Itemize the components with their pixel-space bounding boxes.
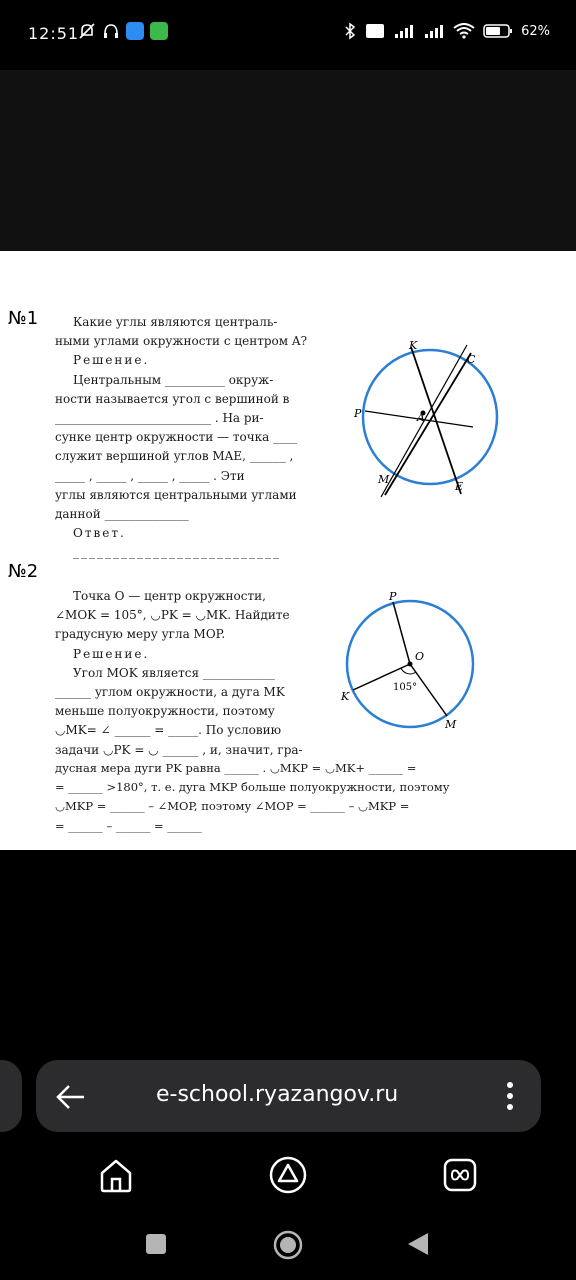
clock: 12:51: [28, 24, 80, 43]
text-line: ______ углом окружности, а дуга MK: [55, 685, 285, 700]
home-icon[interactable]: [96, 1155, 136, 1195]
tabs-icon[interactable]: [440, 1155, 480, 1195]
text-line: Решение.: [73, 353, 150, 368]
text-line: задачи ◡PK = ◡ ______ , и, значит, гра-: [55, 742, 303, 757]
app-badge-green: [150, 22, 168, 40]
back-arrow-icon[interactable]: [54, 1080, 88, 1114]
battery-icon: [483, 23, 513, 39]
figure-label: K: [409, 339, 418, 352]
system-navigation-bar: [0, 1220, 576, 1270]
text-line: углы являются центральными углами: [55, 487, 297, 502]
figure-label: M: [378, 473, 390, 486]
figure-label: A: [417, 411, 425, 424]
signal-icon: [423, 23, 445, 39]
text-line: сунке центр окружности — точка ____: [55, 430, 298, 445]
bluetooth-icon: [343, 22, 357, 40]
line-CM: [385, 353, 471, 495]
circle: [363, 350, 497, 484]
problem-number-2: №2: [8, 561, 39, 582]
figure-label: C: [467, 353, 476, 366]
figure-label: P: [354, 407, 362, 420]
text-line: Центральным __________ окруж-: [73, 372, 274, 387]
document-image[interactable]: [0, 251, 576, 850]
system-icons: [343, 22, 550, 40]
text-line: ◡MK= ∠ ______ = _____. По условию: [55, 723, 282, 738]
recents-square-icon[interactable]: [145, 1233, 167, 1255]
text-line: данной ______________: [55, 507, 189, 522]
status-bar: [0, 0, 576, 70]
viewer-top-area: [0, 70, 576, 251]
back-triangle-icon[interactable]: [406, 1231, 430, 1257]
text-line: ности называется угол с вершиной в: [55, 391, 290, 406]
angle-label: 105°: [393, 682, 418, 693]
battery-percent: 62%: [521, 23, 550, 39]
text-line: __________________________ . На ри-: [55, 411, 264, 426]
volte-icon: [365, 23, 385, 39]
text-line: _____ , _____ , _____ , _____ . Эти: [55, 468, 245, 483]
figure-label: M: [445, 718, 457, 731]
figure-label: P: [389, 590, 397, 603]
text-line: дусная мера дуги PK равна ______ . ◡MKP = ◡MK+ ______ =: [55, 761, 417, 775]
signal-icon: [393, 23, 415, 39]
text-line: Угол MOK является ____________: [73, 665, 275, 680]
more-menu-icon[interactable]: [505, 1080, 515, 1112]
previous-tab-card[interactable]: [0, 1060, 22, 1132]
text-line: Решение.: [73, 646, 150, 661]
text-line: = ______ – ______ = ______: [55, 818, 202, 833]
url-text[interactable]: e-school.ryazangov.ru: [156, 1082, 399, 1107]
problem-1-text: [55, 313, 315, 563]
app-badge-blue: [126, 22, 144, 40]
text-line: меньше полуокружности, поэтому: [55, 704, 275, 719]
figure-2-circle-diagram: [335, 586, 485, 736]
center-point: [408, 662, 413, 667]
figure-label: O: [415, 650, 425, 663]
assistant-icon[interactable]: [268, 1155, 308, 1195]
figure-label: E: [455, 480, 464, 493]
figure-1-circle-diagram: [345, 339, 505, 499]
text-line: градусную меру угла MOP.: [55, 627, 226, 642]
problem-number-1: №1: [8, 308, 39, 329]
address-bar[interactable]: [36, 1060, 541, 1132]
text-line: ∠MOK = 105°, ◡PK = ◡MK. Найдите: [55, 608, 290, 623]
text-line: = ______ >180°, т. е. дуга MKP больше полуокружности, поэтому: [55, 780, 450, 795]
radius-OP: [393, 602, 410, 664]
wifi-icon: [453, 23, 475, 39]
text-line: Точка O — центр окружности,: [73, 589, 266, 603]
mute-icon: [78, 22, 96, 40]
text-line: ными углами окружности с центром A?: [55, 334, 308, 349]
headphones-icon: [102, 22, 120, 40]
problem-2-text-top: [55, 587, 305, 760]
text-line: ◡MKP = ______ – ∠MOP, поэтому ∠MOP = ______ – ◡MKP =: [55, 799, 410, 814]
notification-icons: [78, 22, 168, 40]
browser-nav-row: [0, 1150, 576, 1210]
text-line: Ответ. __________________________: [73, 526, 281, 560]
text-line: Какие углы являются централь-: [73, 315, 278, 329]
figure-label: K: [341, 690, 350, 703]
home-circle-icon[interactable]: [273, 1230, 303, 1260]
text-line: служит вершиной углов MAE, ______ ,: [55, 449, 294, 464]
